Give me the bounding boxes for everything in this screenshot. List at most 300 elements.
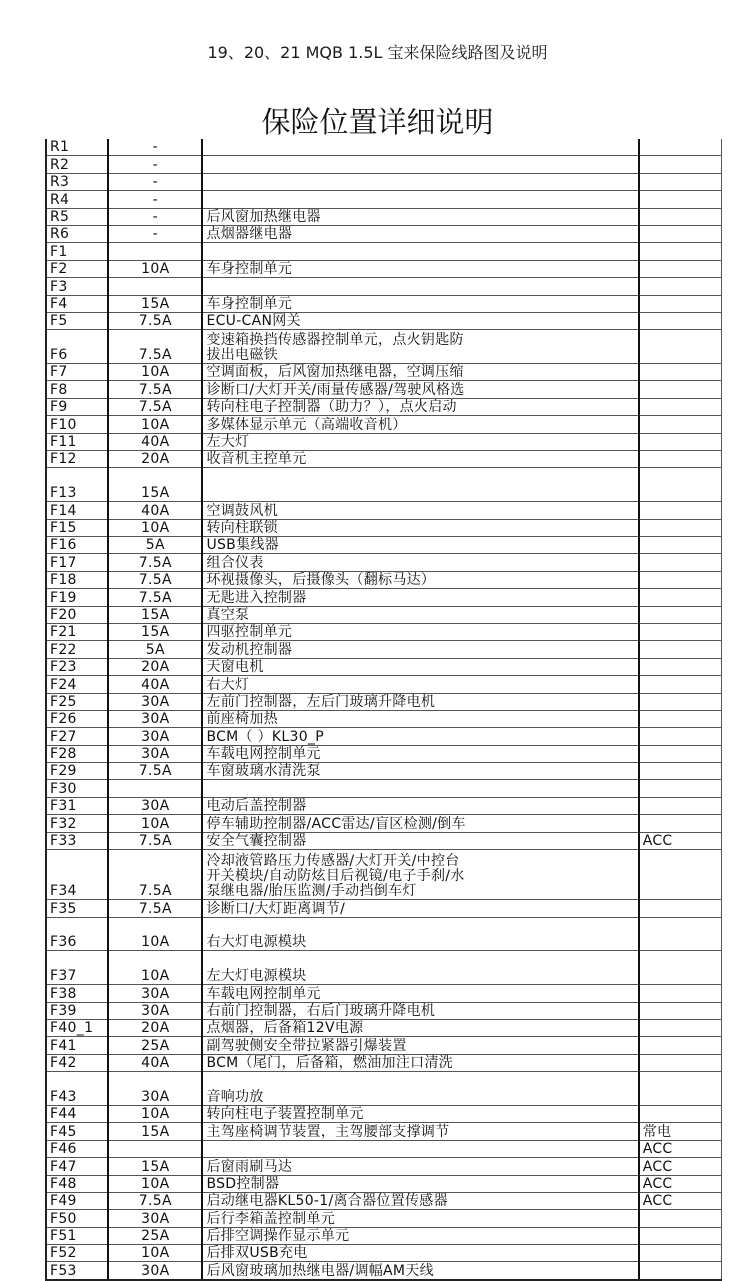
fuse-id-cell: F25 (46, 693, 108, 710)
fuse-power-note-cell (639, 1002, 722, 1019)
fuse-id-cell: F18 (46, 571, 108, 588)
fuse-description-cell (202, 173, 638, 190)
fuse-power-note-cell (639, 537, 722, 554)
fuse-id-cell: F50 (46, 1210, 108, 1227)
fuse-description-cell (202, 571, 638, 588)
fuse-description-line: 启动继电器KL50-1/离合器位置传感器 (206, 1193, 448, 1210)
fuse-description-line: 收音机主控单元 (206, 451, 307, 468)
fuse-description-line: 冷却液管路压力传感器/大灯开关/中控台 (206, 853, 460, 870)
fuse-power-note-cell (639, 243, 722, 260)
fuse-row-f13 (46, 468, 722, 502)
fuse-description-cell (202, 502, 638, 519)
fuse-amperage-cell: 7.5A (108, 312, 202, 329)
fuse-id-cell: F42 (46, 1054, 108, 1071)
fuse-id-cell: F4 (46, 295, 108, 312)
fuse-row-f7 (46, 364, 722, 381)
fuse-description-cell (202, 589, 638, 606)
fuse-row-f48 (46, 1175, 722, 1192)
fuse-description-line: 泵继电器/胎压监测/手动挡倒车灯 (206, 883, 417, 900)
fuse-description-line: 真空泵 (206, 606, 250, 623)
fuse-amperage-cell: 7.5A (108, 850, 202, 900)
fuse-row-r4 (46, 191, 722, 208)
fuse-amperage-cell: 30A (108, 1262, 202, 1280)
fuse-description-cell (202, 1037, 638, 1054)
fuse-row-f33 (46, 832, 722, 849)
fuse-description-cell (202, 260, 638, 277)
fuse-row-f18 (46, 571, 722, 588)
fuse-id-cell: F46 (46, 1140, 108, 1157)
fuse-power-note-cell (639, 900, 722, 917)
fuse-description-line: 转向柱电子装置控制单元 (206, 1106, 364, 1123)
fuse-description-cell (202, 191, 638, 208)
fuse-row-f40_1 (46, 1020, 722, 1037)
fuse-id-cell: F24 (46, 676, 108, 693)
fuse-power-note-cell: ACC (639, 1140, 722, 1157)
fuse-amperage-cell (108, 1140, 202, 1157)
fuse-description-line: ECU-CAN网关 (206, 313, 301, 330)
fuse-description-cell (202, 1262, 638, 1280)
fuse-id-cell: F48 (46, 1175, 108, 1192)
fuse-table (45, 139, 722, 1281)
fuse-row-f41 (46, 1037, 722, 1054)
fuse-description-line: 空调面板，后风窗加热继电器，空调压缩 (206, 364, 464, 381)
fuse-row-f19 (46, 589, 722, 606)
fuse-amperage-cell: 30A (108, 985, 202, 1002)
fuse-id-cell: R4 (46, 191, 108, 208)
fuse-description-cell (202, 208, 638, 225)
fuse-id-cell: F2 (46, 260, 108, 277)
fuse-amperage-cell: 10A (108, 260, 202, 277)
fuse-row-f3 (46, 278, 722, 295)
fuse-id-cell: F53 (46, 1262, 108, 1280)
fuse-id-cell: F45 (46, 1123, 108, 1140)
fuse-row-f8 (46, 381, 722, 398)
fuse-description-cell (202, 1105, 638, 1122)
fuse-power-note-cell (639, 728, 722, 745)
fuse-description-cell (202, 850, 638, 900)
fuse-description-line: 点烟器继电器 (206, 226, 293, 243)
fuse-row-f21 (46, 623, 722, 640)
fuse-amperage-cell: 25A (108, 1227, 202, 1244)
fuse-power-note-cell (639, 278, 722, 295)
fuse-amperage-cell: 7.5A (108, 832, 202, 849)
fuse-description-line: 车载电网控制单元 (206, 746, 321, 763)
fuse-power-note-cell (639, 850, 722, 900)
fuse-power-note-cell (639, 763, 722, 780)
fuse-description-cell (202, 1210, 638, 1227)
fuse-row-f9 (46, 398, 722, 415)
fuse-amperage-cell: 10A (108, 1105, 202, 1122)
fuse-description-line: 车身控制单元 (206, 295, 293, 312)
fuse-amperage-cell: 10A (108, 519, 202, 536)
fuse-description-cell (202, 225, 638, 242)
fuse-id-cell: F39 (46, 1002, 108, 1019)
fuse-description-cell (202, 1245, 638, 1262)
fuse-power-note-cell (639, 260, 722, 277)
fuse-id-cell: F26 (46, 710, 108, 727)
fuse-description-line: 诊断口/大灯开关/雨量传感器/驾驶风格选 (206, 381, 465, 398)
fuse-power-note-cell (639, 693, 722, 710)
fuse-row-f24 (46, 676, 722, 693)
fuse-row-f11 (46, 433, 722, 450)
fuse-power-note-cell: 常电 (639, 1123, 722, 1140)
fuse-description-cell (202, 451, 638, 468)
fuse-amperage-cell: 30A (108, 1210, 202, 1227)
fuse-amperage-cell: 15A (108, 295, 202, 312)
fuse-power-note-cell (639, 917, 722, 951)
fuse-description-line: 后风窗玻璃加热继电器/调幅AM天线 (206, 1262, 434, 1279)
fuse-row-f52 (46, 1245, 722, 1262)
fuse-description-line: 音响功放 (206, 1088, 264, 1105)
fuse-id-cell: F51 (46, 1227, 108, 1244)
fuse-description-cell (202, 676, 638, 693)
fuse-row-f49 (46, 1192, 722, 1209)
fuse-row-f47 (46, 1158, 722, 1175)
fuse-amperage-cell: 10A (108, 815, 202, 832)
fuse-power-note-cell (639, 589, 722, 606)
fuse-power-note-cell (639, 225, 722, 242)
fuse-description-cell (202, 710, 638, 727)
fuse-id-cell: F22 (46, 641, 108, 658)
fuse-description-line: 转向柱电子控制器（助力？），点火启动 (206, 399, 457, 416)
fuse-power-note-cell (639, 451, 722, 468)
fuse-amperage-cell: 5A (108, 641, 202, 658)
fuse-amperage-cell: 5A (108, 537, 202, 554)
fuse-row-f20 (46, 606, 722, 623)
fuse-description-line: 诊断口/大灯距离调节/ (206, 900, 346, 917)
fuse-description-line: 后排空调操作显示单元 (206, 1228, 350, 1245)
fuse-row-f38 (46, 985, 722, 1002)
fuse-row-r2 (46, 156, 722, 173)
fuse-description-cell (202, 917, 638, 951)
fuse-description-cell (202, 139, 638, 156)
fuse-id-cell: F17 (46, 554, 108, 571)
fuse-power-note-cell (639, 658, 722, 675)
fuse-amperage-cell: 20A (108, 1020, 202, 1037)
fuse-description-cell (202, 763, 638, 780)
fuse-description-cell (202, 295, 638, 312)
fuse-description-line: 后风窗加热继电器 (206, 208, 321, 225)
fuse-description-cell (202, 156, 638, 173)
fuse-row-f39 (46, 1002, 722, 1019)
fuse-amperage-cell: 30A (108, 710, 202, 727)
fuse-power-note-cell (639, 295, 722, 312)
fuse-description-cell (202, 728, 638, 745)
fuse-description-cell (202, 641, 638, 658)
fuse-power-note-cell (639, 985, 722, 1002)
fuse-power-note-cell (639, 330, 722, 364)
fuse-description-cell (202, 1158, 638, 1175)
fuse-row-f6 (46, 330, 722, 364)
fuse-id-cell: F8 (46, 381, 108, 398)
fuse-description-cell (202, 537, 638, 554)
fuse-description-line: 转向柱联锁 (206, 520, 278, 537)
fuse-power-note-cell (639, 191, 722, 208)
fuse-power-note-cell (639, 364, 722, 381)
fuse-id-cell: F49 (46, 1192, 108, 1209)
fuse-description-cell (202, 1054, 638, 1071)
fuse-id-cell: F41 (46, 1037, 108, 1054)
fuse-description-line: 左大灯 (206, 434, 250, 451)
fuse-amperage-cell: 10A (108, 1175, 202, 1192)
fuse-description-line: 开关模块/自动防炫目后视镜/电子手刹/水 (206, 868, 465, 885)
fuse-description-cell (202, 381, 638, 398)
fuse-id-cell: F31 (46, 797, 108, 814)
fuse-description-line: 后窗雨刷马达 (206, 1158, 293, 1175)
fuse-id-cell: F37 (46, 951, 108, 985)
fuse-id-cell: F33 (46, 832, 108, 849)
fuse-power-note-cell (639, 1072, 722, 1106)
fuse-row-f15 (46, 519, 722, 536)
fuse-description-cell (202, 797, 638, 814)
fuse-id-cell: F27 (46, 728, 108, 745)
fuse-id-cell: F35 (46, 900, 108, 917)
fuse-row-f12 (46, 451, 722, 468)
fuse-description-cell (202, 832, 638, 849)
fuse-id-cell: F6 (46, 330, 108, 364)
fuse-amperage-cell: 25A (108, 1037, 202, 1054)
fuse-id-cell: F28 (46, 745, 108, 762)
fuse-description-cell (202, 1002, 638, 1019)
fuse-row-f32 (46, 815, 722, 832)
fuse-amperage-cell: 30A (108, 693, 202, 710)
fuse-power-note-cell (639, 433, 722, 450)
fuse-amperage-cell: - (108, 191, 202, 208)
fuse-power-note-cell (639, 641, 722, 658)
fuse-power-note-cell (639, 502, 722, 519)
fuse-amperage-cell: 10A (108, 364, 202, 381)
fuse-description-line: BSD控制器 (206, 1175, 280, 1192)
fuse-id-cell: F11 (46, 433, 108, 450)
fuse-power-note-cell (639, 468, 722, 502)
fuse-power-note-cell (639, 1105, 722, 1122)
fuse-table-body (46, 139, 722, 1280)
fuse-id-cell: F10 (46, 416, 108, 433)
fuse-row-f34 (46, 850, 722, 900)
fuse-amperage-cell: 15A (108, 1123, 202, 1140)
fuse-power-note-cell (639, 745, 722, 762)
fuse-id-cell: F16 (46, 537, 108, 554)
fuse-row-f14 (46, 502, 722, 519)
fuse-power-note-cell (639, 312, 722, 329)
fuse-id-cell: R5 (46, 208, 108, 225)
fuse-id-cell: F44 (46, 1105, 108, 1122)
fuse-description-line: 后行李箱盖控制单元 (206, 1210, 336, 1227)
fuse-row-f5 (46, 312, 722, 329)
fuse-row-f36 (46, 917, 722, 951)
fuse-amperage-cell: 10A (108, 1245, 202, 1262)
fuse-amperage-cell: 15A (108, 1158, 202, 1175)
fuse-description-cell (202, 985, 638, 1002)
fuse-amperage-cell: 30A (108, 1002, 202, 1019)
fuse-amperage-cell: 30A (108, 797, 202, 814)
fuse-power-note-cell (639, 1245, 722, 1262)
fuse-power-note-cell: ACC (639, 1192, 722, 1209)
fuse-power-note-cell (639, 815, 722, 832)
fuse-row-f42 (46, 1054, 722, 1071)
fuse-description-cell (202, 1020, 638, 1037)
fuse-row-f45 (46, 1123, 722, 1140)
fuse-row-f30 (46, 780, 722, 797)
fuse-power-note-cell (639, 173, 722, 190)
fuse-id-cell: F20 (46, 606, 108, 623)
fuse-description-line: 拔出电磁铁 (206, 347, 278, 364)
fuse-row-r5 (46, 208, 722, 225)
fuse-id-cell: F13 (46, 468, 108, 502)
fuse-power-note-cell (639, 951, 722, 985)
fuse-amperage-cell: 40A (108, 502, 202, 519)
fuse-amperage-cell: 7.5A (108, 330, 202, 364)
fuse-row-r3 (46, 173, 722, 190)
fuse-power-note-cell (639, 780, 722, 797)
fuse-description-line: BCM（ ）KL30_P (206, 728, 324, 745)
fuse-power-note-cell: ACC (639, 832, 722, 849)
fuse-description-line: 电动后盖控制器 (206, 798, 307, 815)
fuse-power-note-cell (639, 710, 722, 727)
fuse-amperage-cell (108, 780, 202, 797)
fuse-row-r1 (46, 139, 722, 156)
fuse-amperage-cell: 7.5A (108, 589, 202, 606)
fuse-power-note-cell (639, 623, 722, 640)
fuse-description-cell (202, 658, 638, 675)
fuse-id-cell: F47 (46, 1158, 108, 1175)
fuse-description-line: 点烟器，后备箱12V电源 (206, 1020, 364, 1037)
fuse-description-cell (202, 243, 638, 260)
fuse-amperage-cell: 30A (108, 1072, 202, 1106)
fuse-description-cell (202, 312, 638, 329)
fuse-id-cell: F3 (46, 278, 108, 295)
fuse-amperage-cell: 7.5A (108, 763, 202, 780)
fuse-row-f51 (46, 1227, 722, 1244)
fuse-description-cell (202, 815, 638, 832)
fuse-row-f4 (46, 295, 722, 312)
fuse-description-line: 组合仪表 (206, 554, 264, 571)
fuse-row-f22 (46, 641, 722, 658)
fuse-power-note-cell (639, 398, 722, 415)
fuse-power-note-cell (639, 571, 722, 588)
fuse-id-cell: R2 (46, 156, 108, 173)
fuse-description-line: 环视摄像头，后摄像头（翻标马达） (206, 572, 436, 589)
fuse-amperage-cell: 40A (108, 676, 202, 693)
fuse-id-cell: F15 (46, 519, 108, 536)
fuse-power-note-cell (639, 1054, 722, 1071)
fuse-description-line: 右前门控制器，右后门玻璃升降电机 (206, 1003, 436, 1019)
fuse-description-cell (202, 330, 638, 364)
fuse-power-note-cell (639, 606, 722, 623)
fuse-row-f27 (46, 728, 722, 745)
fuse-description-cell (202, 519, 638, 536)
fuse-power-note-cell (639, 381, 722, 398)
fuse-power-note-cell: ACC (639, 1175, 722, 1192)
fuse-amperage-cell: 7.5A (108, 554, 202, 571)
fuse-id-cell: F29 (46, 763, 108, 780)
fuse-description-cell (202, 780, 638, 797)
fuse-amperage-cell: 7.5A (108, 900, 202, 917)
fuse-description-line: 空调鼓风机 (206, 502, 278, 519)
fuse-amperage-cell (108, 278, 202, 295)
fuse-amperage-cell: - (108, 225, 202, 242)
fuse-power-note-cell (639, 1037, 722, 1054)
fuse-id-cell: F19 (46, 589, 108, 606)
fuse-description-line: BCM（尾门，后备箱，燃油加注口清洗 (206, 1055, 454, 1072)
fuse-row-f23 (46, 658, 722, 675)
fuse-description-cell (202, 398, 638, 415)
fuse-id-cell: F38 (46, 985, 108, 1002)
fuse-row-f16 (46, 537, 722, 554)
fuse-row-f35 (46, 900, 722, 917)
fuse-power-note-cell (639, 1262, 722, 1280)
fuse-description-cell (202, 606, 638, 623)
fuse-description-cell (202, 1192, 638, 1209)
fuse-description-line: 车窗玻璃水清洗泵 (206, 763, 321, 780)
fuse-amperage-cell: 15A (108, 468, 202, 502)
fuse-amperage-cell: 15A (108, 623, 202, 640)
fuse-power-note-cell (639, 1210, 722, 1227)
fuse-description-line: 后排双USB充电 (206, 1245, 308, 1262)
fuse-amperage-cell: 10A (108, 416, 202, 433)
fuse-amperage-cell: - (108, 156, 202, 173)
fuse-description-line: USB集线器 (206, 537, 279, 554)
fuse-description-cell (202, 900, 638, 917)
fuse-power-note-cell: ACC (639, 1158, 722, 1175)
fuse-description-line: 无匙进入控制器 (206, 589, 307, 606)
fuse-amperage-cell: 30A (108, 745, 202, 762)
fuse-description-line: 主驾座椅调节装置，主驾腰部支撑调节 (206, 1123, 450, 1140)
fuse-description-line: 左前门控制器，左后门玻璃升降电机 (206, 693, 436, 710)
fuse-description-cell (202, 693, 638, 710)
fuse-power-note-cell (639, 1020, 722, 1037)
fuse-description-cell (202, 1072, 638, 1106)
fuse-description-cell (202, 1140, 638, 1157)
fuse-row-f37 (46, 951, 722, 985)
fuse-description-line: 停车辅助控制器/ACC雷达/盲区检测/倒车 (206, 815, 466, 832)
fuse-id-cell: F30 (46, 780, 108, 797)
fuse-id-cell: F5 (46, 312, 108, 329)
fuse-id-cell: F7 (46, 364, 108, 381)
fuse-description-line: 车身控制单元 (206, 261, 293, 278)
fuse-amperage-cell: 40A (108, 433, 202, 450)
fuse-description-cell (202, 433, 638, 450)
fuse-description-line: 车载电网控制单元 (206, 985, 321, 1002)
fuse-description-cell (202, 278, 638, 295)
fuse-row-f17 (46, 554, 722, 571)
fuse-description-cell (202, 364, 638, 381)
fuse-description-cell (202, 745, 638, 762)
fuse-description-cell (202, 1123, 638, 1140)
fuse-row-f31 (46, 797, 722, 814)
fuse-amperage-cell (108, 243, 202, 260)
fuse-row-f10 (46, 416, 722, 433)
fuse-amperage-cell: - (108, 139, 202, 156)
fuse-description-line: 发动机控制器 (206, 641, 293, 658)
fuse-row-f26 (46, 710, 722, 727)
document-subtitle: 19、20、21 MQB 1.5L 宝来保险线路图及说明 (207, 43, 548, 62)
fuse-row-f1 (46, 243, 722, 260)
fuse-description-line: 多媒体显示单元（高端收音机） (206, 416, 407, 433)
fuse-power-note-cell (639, 676, 722, 693)
fuse-description-cell (202, 416, 638, 433)
fuse-id-cell: F12 (46, 451, 108, 468)
fuse-amperage-cell: 10A (108, 917, 202, 951)
fuse-id-cell: F40_1 (46, 1020, 108, 1037)
fuse-description-cell (202, 468, 638, 502)
fuse-row-f44 (46, 1105, 722, 1122)
fuse-row-f29 (46, 763, 722, 780)
fuse-description-cell (202, 1227, 638, 1244)
fuse-amperage-cell: 7.5A (108, 398, 202, 415)
fuse-power-note-cell (639, 416, 722, 433)
fuse-amperage-cell: - (108, 173, 202, 190)
